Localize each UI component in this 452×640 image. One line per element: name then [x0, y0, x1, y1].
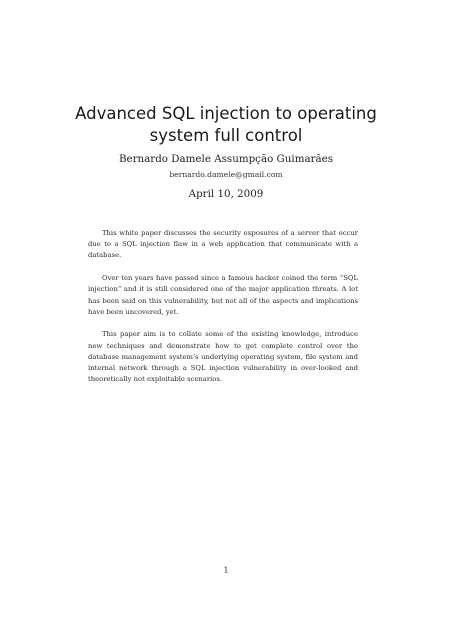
author-name: Bernardo Damele Assumpção Guimarães: [118, 153, 334, 165]
abstract-paragraph-1: This white paper discusses the security exposures of a server that occur due to a SQL injection flaw in a web application that communicate with a database.: [88, 229, 358, 260]
abstract: [88, 228, 358, 397]
author-email: bernardo.damele@gmail.com: [169, 170, 283, 179]
abstract-paragraph-3: This paper aim is to collate some of the existing knowledge, introduce new techniques and demonstrate how to get complete control over the database management system’s underlying operating system, file system and internal network through a SQL injection vulnerability in over-looked and theoretically not exploitable scenarios.: [88, 330, 358, 384]
title-line-2: system full control: [149, 126, 303, 145]
title-line-1: Advanced SQL injection to operating: [75, 104, 377, 123]
publication-date: April 10, 2009: [188, 188, 264, 200]
paper-title: [40, 103, 412, 147]
page-number: 1: [223, 566, 229, 575]
abstract-paragraph-2: Over ten years have passed since a famous hacker coined the term “SQL injection” and it is still considered one of the major application threats. A lot has been said on this vulnerability, but not all of the aspects and implications have been uncovered, yet.: [88, 274, 358, 316]
